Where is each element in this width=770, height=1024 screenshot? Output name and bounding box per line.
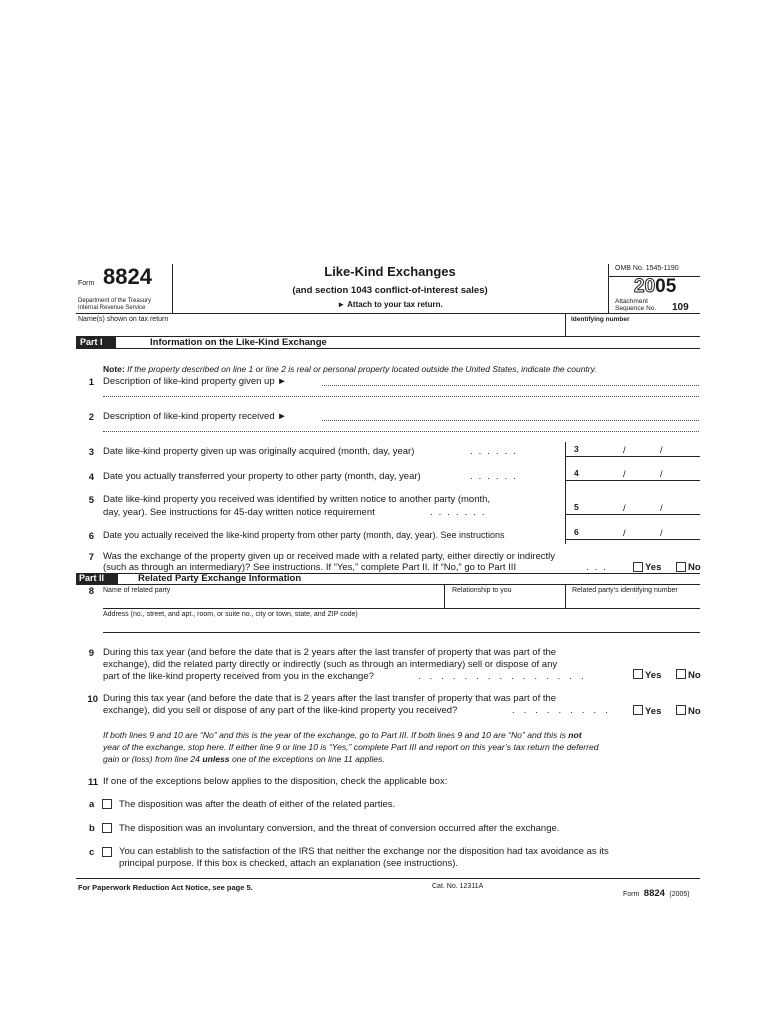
line6-box-number: 6 xyxy=(574,527,579,537)
note-label: Note: xyxy=(103,364,125,374)
line2-text: Description of like-kind property received ► xyxy=(103,411,287,422)
paperwork-notice: For Paperwork Reduction Act Notice, see page 5. xyxy=(78,883,253,892)
line10-yes-label: Yes xyxy=(645,706,662,717)
line11b-checkbox[interactable] xyxy=(102,823,112,833)
form-number: 8824 xyxy=(103,264,152,289)
identifying-number-input[interactable] xyxy=(571,324,698,336)
form-subtitle: (and section 1043 conflict-of-interest sales) xyxy=(292,285,488,296)
part2-title: Related Party Exchange Information xyxy=(138,573,302,584)
line6-slash-2: / xyxy=(660,528,663,539)
line3-slash-2: / xyxy=(660,445,663,456)
related-party-address-input[interactable] xyxy=(103,620,698,631)
form-label: Form xyxy=(78,280,95,287)
line11c-letter: c xyxy=(89,847,95,858)
line5-box-number: 5 xyxy=(574,502,579,512)
line5-leader: ....... xyxy=(430,507,491,518)
line4-slash-2: / xyxy=(660,469,663,480)
line3-slash-1: / xyxy=(623,445,626,456)
related-party-name-input[interactable] xyxy=(103,596,441,607)
line11c-checkbox[interactable] xyxy=(102,847,112,857)
line7-no-checkbox[interactable] xyxy=(676,562,686,572)
line10-yes-checkbox[interactable] xyxy=(633,705,643,715)
line7-yes-label: Yes xyxy=(645,562,662,573)
form-title: Like-Kind Exchanges xyxy=(324,264,456,279)
line9-yes-label: Yes xyxy=(645,670,662,681)
line11c-text-b: principal purpose. If this box is checked, attach an explanation (see instructions). xyxy=(119,858,459,869)
line11c-text-a: You can establish to the satisfaction of the IRS that neither the exchange nor the disposition had tax avoidance as its xyxy=(119,846,609,857)
line4-box-number: 4 xyxy=(574,468,579,478)
line4-number: 4 xyxy=(88,472,94,483)
part2-tag: Part II xyxy=(76,573,118,584)
instr-line-c1: gain or (loss) from line 24 xyxy=(103,754,200,764)
line5-slash-2: / xyxy=(660,503,663,514)
line10-text-b: exchange), did you sell or dispose of any part of the like-kind property you received? xyxy=(103,705,458,716)
line4-slash-1: / xyxy=(623,469,626,480)
line10-no-checkbox[interactable] xyxy=(676,705,686,715)
irs-label: Internal Revenue Service xyxy=(78,305,146,311)
line11b-letter: b xyxy=(89,823,95,834)
tax-year xyxy=(634,277,676,297)
line9-text-c: part of the like-kind property received from you in the exchange? xyxy=(103,671,374,682)
line4-date-input[interactable] xyxy=(584,468,698,479)
part1-title: Information on the Like-Kind Exchange xyxy=(150,337,327,348)
line10-number: 10 xyxy=(87,694,98,705)
line1-text: Description of like-kind property given up ► xyxy=(103,376,287,387)
line3-text: Date like-kind property given up was originally acquired (month, day, year) xyxy=(103,446,415,457)
line11-number: 11 xyxy=(87,777,98,788)
part1-note xyxy=(103,364,597,374)
line7-yes-checkbox[interactable] xyxy=(633,562,643,572)
line5-text-a: Date like-kind property you received was identified by written notice to another party (month, xyxy=(103,494,491,505)
line11a-checkbox[interactable] xyxy=(102,799,112,809)
line6-text: Date you actually received the like-kind property from other party (month, day, year). See instructions xyxy=(103,530,505,540)
part1-tag: Part I xyxy=(76,337,116,348)
instr-line-a: If both lines 9 and 10 are “No” and this is the year of the exchange, go to Part III. If both lines 9 and 10 are “No” and this is xyxy=(103,730,566,740)
line2-number: 2 xyxy=(88,412,94,423)
line7-no-label: No xyxy=(688,562,701,573)
relationship-input[interactable] xyxy=(452,596,562,607)
note-text: If the property described on line 1 or line 2 is real or personal property located outside the United States, indicate the country. xyxy=(127,364,597,374)
line8-name-label: Name of related party xyxy=(103,587,171,594)
line3-date-input[interactable] xyxy=(584,444,698,455)
line8-relationship-label: Relationship to you xyxy=(452,587,512,594)
instr-line-c2: one of the exceptions on line 11 applies. xyxy=(231,754,385,764)
footer-form-word: Form xyxy=(623,891,640,898)
instr-not: not xyxy=(568,730,582,740)
line5-slash-1: / xyxy=(623,503,626,514)
sequence-number: 109 xyxy=(672,302,689,313)
line7-leader: ... xyxy=(586,562,612,573)
line5-date-input[interactable] xyxy=(584,502,698,513)
line1-number: 1 xyxy=(88,377,94,388)
line9-text-a: During this tax year (and before the date that is 2 years after the last transfer of property that was part of the xyxy=(103,647,557,658)
line10-leader: ......... xyxy=(512,705,617,716)
line9-yes-checkbox[interactable] xyxy=(633,669,643,679)
footer-form-id xyxy=(623,883,690,901)
related-party-id-input[interactable] xyxy=(572,596,698,607)
line3-leader: ...... xyxy=(470,446,522,457)
line8-idnum-label: Related party’s identifying number xyxy=(572,587,678,594)
identifying-number-label: Identifying number xyxy=(571,316,630,323)
line6-number: 6 xyxy=(88,531,94,542)
attachment-label: Attachment xyxy=(615,298,648,305)
line7-number: 7 xyxy=(88,552,94,563)
line6-slash-1: / xyxy=(623,528,626,539)
line8-number: 8 xyxy=(88,586,94,597)
line2-input[interactable] xyxy=(322,410,698,420)
line11a-letter: a xyxy=(89,799,95,810)
line8-address-label: Address (no., street, and apt., room, or suite no., city or town, state, and ZIP code) xyxy=(103,611,358,618)
line10-text-a: During this tax year (and before the date that is 2 years after the last transfer of property that was part of the xyxy=(103,693,557,704)
line5-text-b: day, year). See instructions for 45-day written notice requirement xyxy=(103,507,375,518)
line11a-text: The disposition was after the death of either of the related parties. xyxy=(119,799,396,810)
part2-instructions xyxy=(103,729,703,765)
line6-date-input[interactable] xyxy=(584,527,698,538)
instr-line-b: year of the exchange, stop here. If either line 9 or line 10 is “Yes,” complete Part III and report on this year’s tax return the deferred xyxy=(103,742,599,752)
footer-year: (2005) xyxy=(669,891,690,898)
line7-text-b: (such as through an intermediary)? See instructions. If “Yes,” complete Part II. If “No,” go to Part III xyxy=(103,562,517,573)
names-label: Name(s) shown on tax return xyxy=(78,316,169,323)
line9-text-b: exchange), did the related party directly or indirectly (such as through an intermediary) sell or dispose of any xyxy=(103,659,558,670)
instr-unless: unless xyxy=(202,754,230,764)
line11-text: If one of the exceptions below applies to the disposition, check the applicable box: xyxy=(103,776,448,787)
line4-text: Date you actually transferred your property to other party (month, day, year) xyxy=(103,471,421,482)
line9-no-label: No xyxy=(688,670,701,681)
dept-treasury: Department of the Treasury xyxy=(78,298,152,304)
year-bold: 05 xyxy=(655,276,677,297)
line4-leader: ...... xyxy=(470,471,522,482)
line7-text-a: Was the exchange of the property given up or received made with a related party, either directly or indirectly xyxy=(103,551,556,562)
line1-input[interactable] xyxy=(322,375,698,385)
line10-no-label: No xyxy=(688,706,701,717)
line9-no-checkbox[interactable] xyxy=(676,669,686,679)
line9-leader: ............... xyxy=(418,671,593,682)
line3-number: 3 xyxy=(88,447,94,458)
line3-box-number: 3 xyxy=(574,444,579,454)
line5-number: 5 xyxy=(88,495,94,506)
sequence-label: Sequence No. xyxy=(615,305,657,312)
name-input[interactable] xyxy=(78,324,558,336)
attach-instruction: ► Attach to your tax return. xyxy=(337,300,443,309)
catalog-number: Cat. No. 12311A xyxy=(432,883,484,890)
line9-number: 9 xyxy=(88,648,94,659)
omb-number: OMB No. 1545-1190 xyxy=(615,265,679,272)
footer-form-number: 8824 xyxy=(643,888,665,899)
year-outline: 20 xyxy=(634,276,656,297)
line11b-text: The disposition was an involuntary conversion, and the threat of conversion occurred after the exchange. xyxy=(119,823,560,834)
